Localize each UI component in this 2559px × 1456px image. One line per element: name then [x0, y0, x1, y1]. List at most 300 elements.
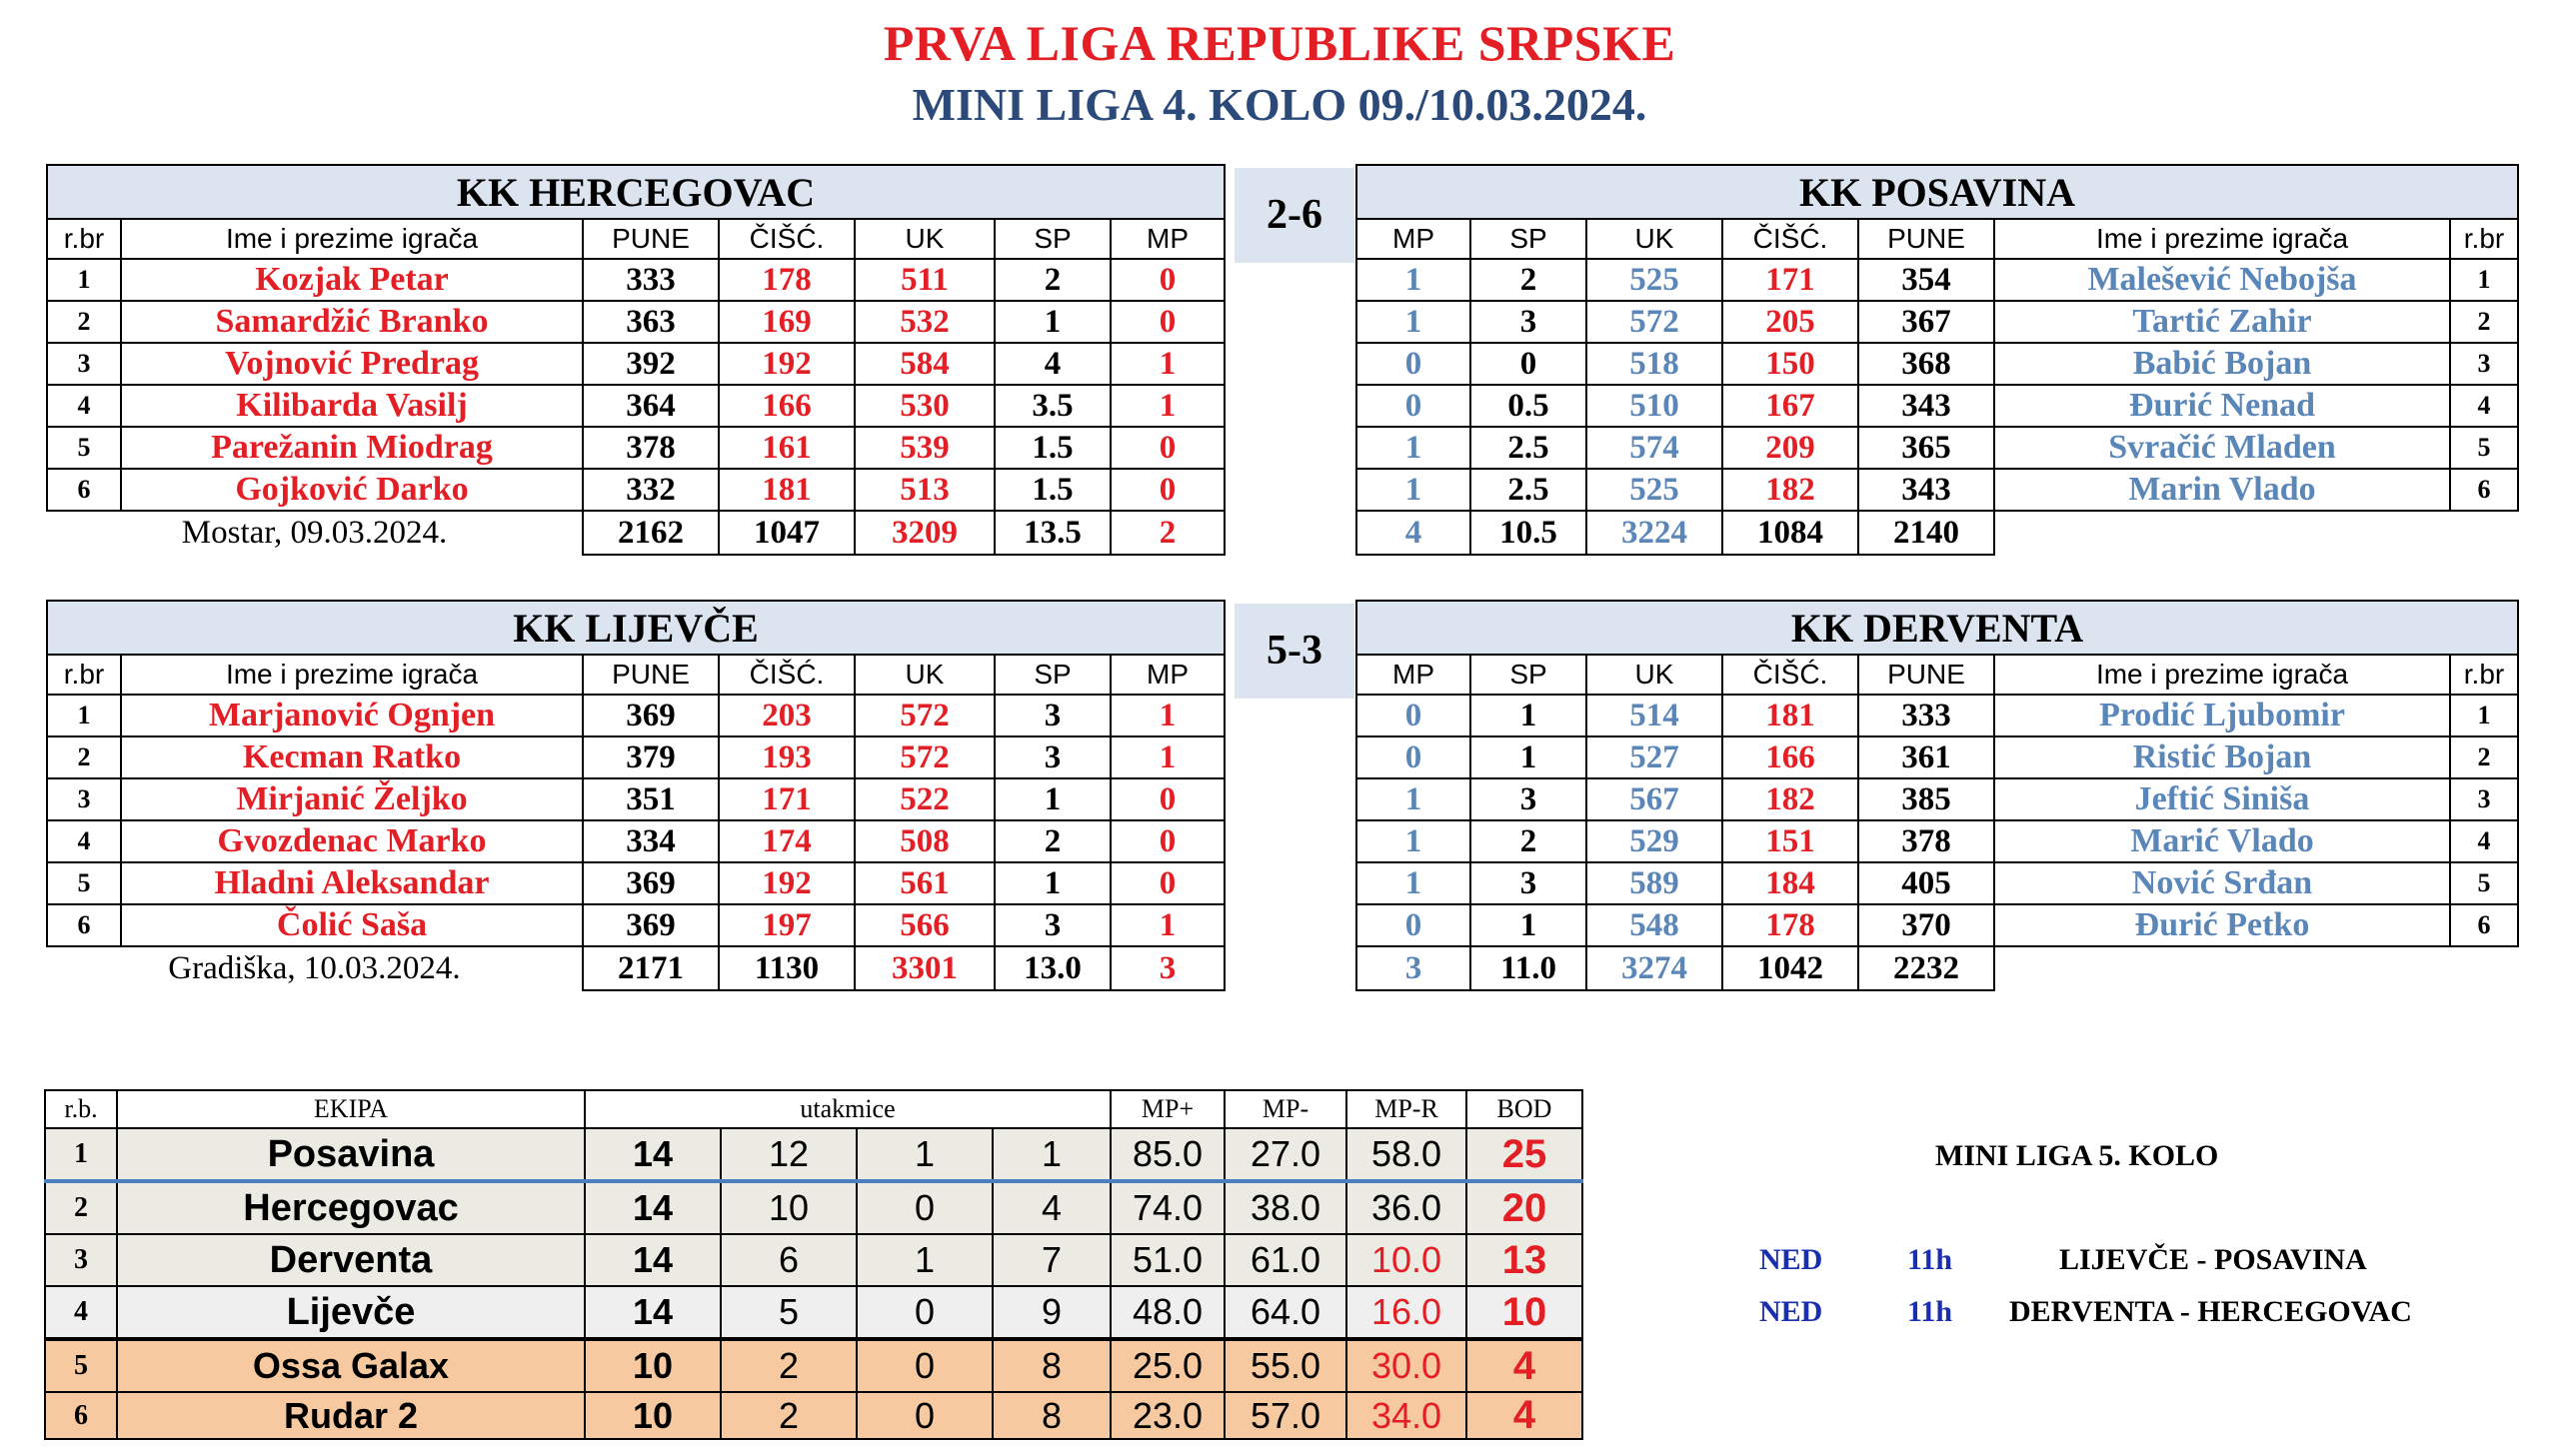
- pune-value: 369: [583, 904, 719, 946]
- pune-value: 370: [1858, 904, 1994, 946]
- player-row: [47, 862, 1225, 904]
- pune-value: 378: [583, 427, 719, 469]
- away-team-table: [1355, 164, 2519, 556]
- total-pune: 2232: [1858, 946, 1994, 990]
- player-rank: 5: [47, 427, 121, 469]
- pune-value: 363: [583, 301, 719, 343]
- player-rank: 1: [2450, 259, 2518, 301]
- sp-value: 0: [1470, 343, 1586, 385]
- total-uk: 3209: [855, 511, 995, 555]
- points: 25: [1466, 1128, 1582, 1181]
- mp-plus: 74.0: [1111, 1181, 1225, 1234]
- col-header: Ime i prezime igrača: [121, 219, 583, 259]
- games-won: 2: [721, 1392, 857, 1439]
- player-row: [47, 385, 1225, 427]
- col-header: MP-: [1225, 1090, 1346, 1128]
- away-team-table: [1355, 600, 2519, 991]
- player-row: [1356, 469, 2518, 511]
- standings-row: [45, 1181, 1582, 1234]
- col-header: r.br: [2450, 219, 2518, 259]
- totals-row: [1356, 946, 2518, 990]
- totals-row: [47, 511, 1225, 555]
- sp-value: 2: [1470, 259, 1586, 301]
- cisc-value: 178: [719, 259, 855, 301]
- uk-value: 513: [855, 469, 995, 511]
- cisc-value: 192: [719, 862, 855, 904]
- player-row: [1356, 862, 2518, 904]
- games-won: 2: [721, 1339, 857, 1392]
- col-header: ČIŠĆ.: [1722, 655, 1858, 695]
- player-rank: 1: [47, 695, 121, 736]
- fixture-time: 11h: [1907, 1295, 1953, 1328]
- player-name: Prodić Ljubomir: [1994, 695, 2450, 736]
- mp-value: 0: [1111, 820, 1225, 862]
- col-header: r.br: [47, 655, 121, 695]
- fixture-time: 11h: [1907, 1243, 1953, 1276]
- total-pune: 2140: [1858, 511, 1994, 555]
- uk-value: 522: [855, 778, 995, 820]
- player-rank: 5: [47, 862, 121, 904]
- sp-value: 3: [1470, 301, 1586, 343]
- fixture: [1759, 1243, 2519, 1283]
- games-lost: 1: [993, 1128, 1111, 1181]
- player-rank: 2: [2450, 301, 2518, 343]
- sp-value: 1: [1470, 904, 1586, 946]
- games-drawn: 1: [857, 1128, 993, 1181]
- player-rank: 2: [2450, 736, 2518, 778]
- total-sp: 11.0: [1470, 946, 1586, 990]
- col-header: SP: [1470, 655, 1586, 695]
- sp-value: 2: [995, 820, 1111, 862]
- games-lost: 7: [993, 1234, 1111, 1286]
- player-rank: 4: [2450, 385, 2518, 427]
- col-header: r.br: [47, 219, 121, 259]
- uk-value: 510: [1586, 385, 1722, 427]
- sp-value: 4: [995, 343, 1111, 385]
- games-won: 12: [721, 1128, 857, 1181]
- player-rank: 3: [2450, 343, 2518, 385]
- col-header: PUNE: [583, 219, 719, 259]
- total-mp: 3: [1111, 946, 1225, 990]
- col-header: MP+: [1111, 1090, 1225, 1128]
- col-header: Ime i prezime igrača: [1994, 219, 2450, 259]
- mp-minus: 64.0: [1225, 1286, 1346, 1339]
- player-row: [47, 259, 1225, 301]
- uk-value: 518: [1586, 343, 1722, 385]
- column-header-row: [1356, 655, 2518, 695]
- uk-value: 572: [855, 695, 995, 736]
- player-name: Malešević Nebojša: [1994, 259, 2450, 301]
- col-header: SP: [995, 219, 1111, 259]
- standing-rank: 2: [45, 1181, 117, 1234]
- player-name: Marjanović Ognjen: [121, 695, 583, 736]
- player-name: Samardžić Branko: [121, 301, 583, 343]
- player-name: Mirjanić Željko: [121, 778, 583, 820]
- player-name: Đurić Petko: [1994, 904, 2450, 946]
- col-header: MP: [1111, 655, 1225, 695]
- points: 4: [1466, 1339, 1582, 1392]
- cisc-value: 166: [719, 385, 855, 427]
- uk-value: 532: [855, 301, 995, 343]
- player-name: Vojnović Predrag: [121, 343, 583, 385]
- player-row: [1356, 259, 2518, 301]
- team-header-row: [47, 601, 1225, 655]
- games-lost: 8: [993, 1392, 1111, 1439]
- sp-value: 2: [995, 259, 1111, 301]
- col-header: MP: [1356, 219, 1470, 259]
- col-header: r.b.: [45, 1090, 117, 1128]
- cisc-value: 178: [1722, 904, 1858, 946]
- mp-value: 1: [1111, 695, 1225, 736]
- mp-difference: 58.0: [1346, 1128, 1466, 1181]
- cisc-value: 171: [719, 778, 855, 820]
- mp-value: 0: [1111, 427, 1225, 469]
- mp-minus: 55.0: [1225, 1339, 1346, 1392]
- mp-value: 1: [1356, 862, 1470, 904]
- col-header: SP: [995, 655, 1111, 695]
- home-team-table: [46, 164, 1226, 556]
- games-played: 10: [585, 1339, 721, 1392]
- player-rank: 6: [47, 904, 121, 946]
- cisc-value: 161: [719, 427, 855, 469]
- player-name: Ristić Bojan: [1994, 736, 2450, 778]
- col-header: BOD: [1466, 1090, 1582, 1128]
- mp-value: 0: [1356, 343, 1470, 385]
- mp-value: 1: [1356, 778, 1470, 820]
- player-row: [47, 469, 1225, 511]
- mp-value: 0: [1111, 301, 1225, 343]
- cisc-value: 150: [1722, 343, 1858, 385]
- column-header-row: [1356, 219, 2518, 259]
- player-rank: 2: [47, 736, 121, 778]
- total-sp: 13.5: [995, 511, 1111, 555]
- fixture-day: NED: [1759, 1295, 1823, 1328]
- cisc-value: 203: [719, 695, 855, 736]
- total-pune: 2162: [583, 511, 719, 555]
- player-row: [1356, 778, 2518, 820]
- cisc-value: 181: [719, 469, 855, 511]
- match-score: 2-6: [1235, 168, 1354, 263]
- standings-row: [45, 1234, 1582, 1286]
- mp-difference: 16.0: [1346, 1286, 1466, 1339]
- total-sp: 13.0: [995, 946, 1111, 990]
- col-header: ČIŠĆ.: [719, 219, 855, 259]
- mp-minus: 61.0: [1225, 1234, 1346, 1286]
- cisc-value: 166: [1722, 736, 1858, 778]
- mp-value: 1: [1356, 469, 1470, 511]
- total-cisc: 1047: [719, 511, 855, 555]
- player-rank: 5: [2450, 427, 2518, 469]
- player-name: Parežanin Miodrag: [121, 427, 583, 469]
- standing-team: Lijevče: [117, 1286, 585, 1339]
- player-name: Gvozdenac Marko: [121, 820, 583, 862]
- mp-minus: 27.0: [1225, 1128, 1346, 1181]
- player-rank: 6: [47, 469, 121, 511]
- mp-difference: 36.0: [1346, 1181, 1466, 1234]
- mp-difference: 34.0: [1346, 1392, 1466, 1439]
- player-row: [47, 695, 1225, 736]
- cisc-value: 192: [719, 343, 855, 385]
- player-name: Marić Vlado: [1994, 820, 2450, 862]
- games-drawn: 0: [857, 1181, 993, 1234]
- points: 10: [1466, 1286, 1582, 1339]
- pune-value: 405: [1858, 862, 1994, 904]
- games-played: 14: [585, 1128, 721, 1181]
- player-name: Hladni Aleksandar: [121, 862, 583, 904]
- standing-rank: 4: [45, 1286, 117, 1339]
- col-header: utakmice: [585, 1090, 1111, 1128]
- uk-value: 508: [855, 820, 995, 862]
- mp-value: 1: [1111, 343, 1225, 385]
- column-header-row: [47, 219, 1225, 259]
- total-mp: 4: [1356, 511, 1470, 555]
- standings-row: [45, 1392, 1582, 1439]
- pune-value: 369: [583, 695, 719, 736]
- games-won: 10: [721, 1181, 857, 1234]
- player-name: Čolić Saša: [121, 904, 583, 946]
- player-rank: 3: [47, 343, 121, 385]
- player-row: [1356, 695, 2518, 736]
- total-uk: 3274: [1586, 946, 1722, 990]
- mp-value: 0: [1356, 736, 1470, 778]
- uk-value: 539: [855, 427, 995, 469]
- cisc-value: 182: [1722, 778, 1858, 820]
- pune-value: 333: [583, 259, 719, 301]
- games-lost: 8: [993, 1339, 1111, 1392]
- pune-value: 392: [583, 343, 719, 385]
- page-subtitle: MINI LIGA 4. KOLO 09./10.03.2024.: [912, 79, 1647, 130]
- mp-minus: 38.0: [1225, 1181, 1346, 1234]
- uk-value: 574: [1586, 427, 1722, 469]
- total-mp: 3: [1356, 946, 1470, 990]
- totals-row: [47, 946, 1225, 990]
- games-drawn: 1: [857, 1234, 993, 1286]
- mp-difference: 10.0: [1346, 1234, 1466, 1286]
- mp-plus: 23.0: [1111, 1392, 1225, 1439]
- pune-value: 333: [1858, 695, 1994, 736]
- col-header: Ime i prezime igrača: [121, 655, 583, 695]
- total-mp: 2: [1111, 511, 1225, 555]
- uk-value: 511: [855, 259, 995, 301]
- mp-value: 1: [1111, 904, 1225, 946]
- player-name: Marin Vlado: [1994, 469, 2450, 511]
- cisc-value: 171: [1722, 259, 1858, 301]
- col-header: UK: [855, 219, 995, 259]
- player-row: [1356, 736, 2518, 778]
- player-row: [47, 301, 1225, 343]
- pune-value: 378: [1858, 820, 1994, 862]
- sp-value: 3: [995, 736, 1111, 778]
- col-header: UK: [855, 655, 995, 695]
- uk-value: 527: [1586, 736, 1722, 778]
- column-header-row: [47, 655, 1225, 695]
- games-played: 14: [585, 1286, 721, 1339]
- standings-row: [45, 1339, 1582, 1392]
- col-header: Ime i prezime igrača: [1994, 655, 2450, 695]
- pune-value: 385: [1858, 778, 1994, 820]
- sp-value: 0.5: [1470, 385, 1586, 427]
- games-won: 6: [721, 1234, 857, 1286]
- player-name: Nović Srđan: [1994, 862, 2450, 904]
- uk-value: 548: [1586, 904, 1722, 946]
- standing-rank: 1: [45, 1128, 117, 1181]
- uk-value: 566: [855, 904, 995, 946]
- pune-value: 368: [1858, 343, 1994, 385]
- mp-value: 0: [1111, 259, 1225, 301]
- cisc-value: 184: [1722, 862, 1858, 904]
- sp-value: 3: [995, 904, 1111, 946]
- uk-value: 589: [1586, 862, 1722, 904]
- player-row: [1356, 301, 2518, 343]
- pune-value: 332: [583, 469, 719, 511]
- empty-cell: [1994, 946, 2518, 990]
- pune-value: 361: [1858, 736, 1994, 778]
- cisc-value: 182: [1722, 469, 1858, 511]
- total-cisc: 1130: [719, 946, 855, 990]
- fixture-day: NED: [1759, 1243, 1823, 1276]
- mp-minus: 57.0: [1225, 1392, 1346, 1439]
- player-name: Gojković Darko: [121, 469, 583, 511]
- col-header: SP: [1470, 219, 1586, 259]
- games-won: 5: [721, 1286, 857, 1339]
- player-rank: 1: [47, 259, 121, 301]
- standing-team: Rudar 2: [117, 1392, 585, 1439]
- pune-value: 379: [583, 736, 719, 778]
- sp-value: 2: [1470, 820, 1586, 862]
- mp-value: 1: [1111, 736, 1225, 778]
- next-round-title: MINI LIGA 5. KOLO: [1935, 1139, 2219, 1172]
- sp-value: 2.5: [1470, 469, 1586, 511]
- player-name: Kilibarda Vasilj: [121, 385, 583, 427]
- col-header: MP-R: [1346, 1090, 1466, 1128]
- player-row: [47, 736, 1225, 778]
- standing-rank: 5: [45, 1339, 117, 1392]
- col-header: EKIPA: [117, 1090, 585, 1128]
- mp-value: 1: [1111, 385, 1225, 427]
- match-location-date: Gradiška, 10.03.2024.: [168, 950, 461, 986]
- player-rank: 2: [47, 301, 121, 343]
- sp-value: 3: [1470, 778, 1586, 820]
- player-row: [47, 427, 1225, 469]
- uk-value: 530: [855, 385, 995, 427]
- pune-value: 343: [1858, 469, 1994, 511]
- player-rank: 4: [2450, 820, 2518, 862]
- standings-row: [45, 1286, 1582, 1339]
- uk-value: 525: [1586, 259, 1722, 301]
- sp-value: 1: [995, 862, 1111, 904]
- pune-value: 364: [583, 385, 719, 427]
- mp-value: 0: [1111, 778, 1225, 820]
- standings-header-row: [45, 1090, 1582, 1128]
- player-name: Babić Bojan: [1994, 343, 2450, 385]
- player-row: [47, 820, 1225, 862]
- player-rank: 6: [2450, 469, 2518, 511]
- standing-rank: 6: [45, 1392, 117, 1439]
- page-title: PRVA LIGA REPUBLIKE SRPSKE: [883, 15, 1676, 71]
- total-cisc: 1042: [1722, 946, 1858, 990]
- mp-value: 1: [1356, 259, 1470, 301]
- cisc-value: 209: [1722, 427, 1858, 469]
- player-rank: 4: [47, 820, 121, 862]
- games-lost: 9: [993, 1286, 1111, 1339]
- cisc-value: 181: [1722, 695, 1858, 736]
- fixture-teams: LIJEVČE - POSAVINA: [2059, 1243, 2367, 1276]
- uk-value: 529: [1586, 820, 1722, 862]
- sp-value: 1.5: [995, 427, 1111, 469]
- sp-value: 1: [1470, 695, 1586, 736]
- player-rank: 3: [47, 778, 121, 820]
- player-name: Jeftić Siniša: [1994, 778, 2450, 820]
- fixture-teams: DERVENTA - HERCEGOVAC: [2009, 1295, 2412, 1328]
- sp-value: 3: [995, 695, 1111, 736]
- col-header: ČIŠĆ.: [1722, 219, 1858, 259]
- total-pune: 2171: [583, 946, 719, 990]
- player-row: [47, 904, 1225, 946]
- standings-table: [44, 1089, 1583, 1440]
- mp-value: 1: [1356, 427, 1470, 469]
- mp-value: 0: [1356, 904, 1470, 946]
- cisc-value: 193: [719, 736, 855, 778]
- cisc-value: 167: [1722, 385, 1858, 427]
- player-row: [47, 343, 1225, 385]
- total-cisc: 1084: [1722, 511, 1858, 555]
- games-drawn: 0: [857, 1392, 993, 1439]
- totals-row: [1356, 511, 2518, 555]
- uk-value: 572: [1586, 301, 1722, 343]
- points: 20: [1466, 1181, 1582, 1234]
- sp-value: 3: [1470, 862, 1586, 904]
- team-name: KK HERCEGOVAC: [47, 165, 1225, 219]
- col-header: UK: [1586, 219, 1722, 259]
- mp-plus: 48.0: [1111, 1286, 1225, 1339]
- mp-value: 0: [1356, 695, 1470, 736]
- pune-value: 369: [583, 862, 719, 904]
- player-row: [47, 778, 1225, 820]
- mp-difference: 30.0: [1346, 1339, 1466, 1392]
- home-team-table: [46, 600, 1226, 991]
- player-name: Đurić Nenad: [1994, 385, 2450, 427]
- standing-team: Derventa: [117, 1234, 585, 1286]
- player-rank: 4: [47, 385, 121, 427]
- points: 13: [1466, 1234, 1582, 1286]
- col-header: ČIŠĆ.: [719, 655, 855, 695]
- player-row: [1356, 385, 2518, 427]
- total-sp: 10.5: [1470, 511, 1586, 555]
- standings-row: [45, 1128, 1582, 1181]
- col-header: PUNE: [1858, 655, 1994, 695]
- pune-value: 343: [1858, 385, 1994, 427]
- points: 4: [1466, 1392, 1582, 1439]
- player-name: Kecman Ratko: [121, 736, 583, 778]
- pune-value: 334: [583, 820, 719, 862]
- player-name: Svračić Mladen: [1994, 427, 2450, 469]
- pune-value: 367: [1858, 301, 1994, 343]
- uk-value: 572: [855, 736, 995, 778]
- player-rank: 5: [2450, 862, 2518, 904]
- uk-value: 567: [1586, 778, 1722, 820]
- team-name: KK POSAVINA: [1356, 165, 2518, 219]
- mp-plus: 85.0: [1111, 1128, 1225, 1181]
- mp-value: 1: [1356, 820, 1470, 862]
- pune-value: 365: [1858, 427, 1994, 469]
- games-played: 10: [585, 1392, 721, 1439]
- uk-value: 561: [855, 862, 995, 904]
- cisc-value: 151: [1722, 820, 1858, 862]
- player-rank: 1: [2450, 695, 2518, 736]
- col-header: MP: [1356, 655, 1470, 695]
- games-drawn: 0: [857, 1286, 993, 1339]
- team-header-row: [1356, 165, 2518, 219]
